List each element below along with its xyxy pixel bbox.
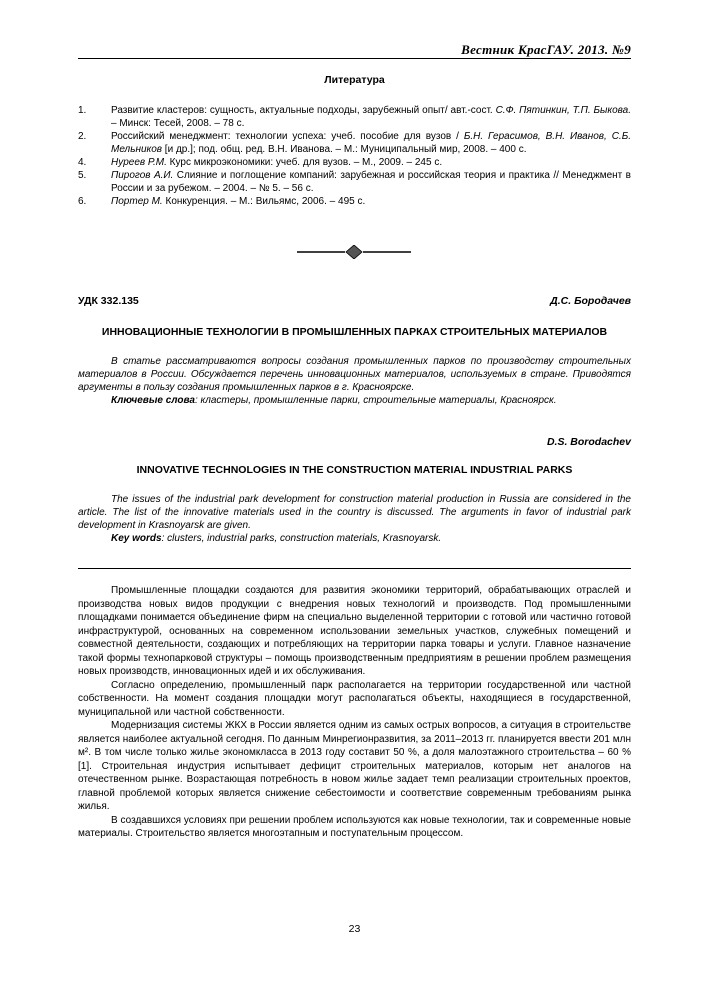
reference-item [78,156,631,169]
udk-code: УДК 332.135 [78,295,139,307]
udk-author-row [78,295,631,307]
reference-item [78,130,631,156]
reference-item [78,169,631,195]
reference-text: Развитие кластеров: сущность, актуальные подходы, зарубежный опыт/ авт.-сост. С.Ф. Пятинкин, Т.П. Быкова. – Минск: Тесей, 2008. – 78 с. [111,105,631,129]
abstract-en [78,493,631,545]
article-title-en: INNOVATIVE TECHNOLOGIES IN THE CONSTRUCTION MATERIAL INDUSTRIAL PARKS [136,464,573,476]
reference-item [78,195,631,208]
reference-item [78,104,631,130]
reference-number: 2. [78,131,87,142]
reference-number: 1. [78,105,87,116]
article-title-ru: ИННОВАЦИОННЫЕ ТЕХНОЛОГИИ В ПРОМЫШЛЕННЫХ ПАРКАХ СТРОИТЕЛЬНЫХ МАТЕРИАЛОВ [101,326,608,338]
header-rule [78,58,631,59]
reference-text: Российский менеджмент: технологии успеха: учеб. пособие для вузов / Б.Н. Герасимов, В.Н. Иванов, С.Б. Мельников [и др.]; под. общ. ред. В.Н. Иванова. – М.: Муниципальный мир, 2008. – 400 с. [111,131,631,155]
diamond-ornament-icon [297,245,411,259]
reference-number: 5. [78,170,87,181]
body-paragraph: Модернизация системы ЖКХ в России является одним из самых острых вопросов, а ситуация в строительстве является наиболее актуальной сегодня. По данным Минрегионразвития, за 2011–2013 гг. планируется ввести 201 млн м². В том числе только жилье экономкласса в 2013 году составит 50 %, а доля малоэтажного строительства – 60 % [1]. Строительная индустрия испытывает дефицит строительных материалов, которым нет аналогов на отечественном рынке. Возрастающая потребность в новом жилье задает темп реализации строительных проектов, главной проблемой которых является снижение себестоимости и соответствие современным требованиям рынка жилья. [78,720,631,812]
abstract-en-text: The issues of the industrial park development for construction material production in Russia are considered in the article. The list of the innovative materials used in the country is discussed. The arguments in favor of industrial park development in Krasnoyarsk are given. [78,494,631,531]
section-divider [78,568,631,569]
abstract-ru-text: В статье рассматриваются вопросы создания промышленных парков по производству строительных материалов в России. Обсуждается перечень инновационных материалов, используемых в стране. Приводятся аргументы в пользу создания промышленных парков в г. Красноярске. [78,356,631,393]
reference-number: 6. [78,196,87,207]
reference-text: Пирогов А.И. Слияние и поглощение компаний: зарубежная и российская теория и практика // Менеджмент в России и за рубежом. – 2004. – № 5. – 56 с. [111,170,631,194]
reference-number: 4. [78,157,87,168]
keywords-en: Key words: clusters, industrial parks, construction materials, Krasnoyarsk. [111,533,442,544]
reference-text: Нуреев Р.М. Курс микроэкономики: учеб. для вузов. – М., 2009. – 245 с. [111,157,443,168]
article-body [78,584,631,841]
body-paragraph: Промышленные площадки создаются для развития экономики территорий, обрабатывающих отраслей и производства новых видов продукции с внедрения новых технологий и производств. Под промышленными площадками понимается объединение фирм на специально выделенной территории с готовой или частично готовой инфраструктурой, основанных на современном использовании земельных участков, служебных помещений и совместной деятельности, создающих и потребляющих на территории парка товары и услуги. Главное назначение такой формы технопарковой структуры – помощь производственным предприятиям в решении проблем размещения новых производств, инновационных идей и их обслуживания. [78,585,631,677]
abstract-ru [78,355,631,407]
body-paragraph: В создавшихся условиях при решении проблем используются как новые технологии, так и современные новые материалы. Строительство является многоэтапным и поступательным процессом. [78,814,631,839]
reference-text: Портер М. Конкуренция. – М.: Вильямс, 2006. – 495 с. [111,196,366,207]
body-paragraph: Согласно определению, промышленный парк располагается на территории государственной или частной собственности. На момент создания площадки могут располагаться объекты, находящиеся в государственной, муниципальной или частной собственности. [78,679,631,718]
references-heading: Литература [324,74,385,86]
keywords-ru: Ключевые слова: кластеры, промышленные парки, строительные материалы, Красноярск. [111,395,557,406]
author-en: D.S. Borodachev [546,436,631,448]
author-ru: Д.С. Бородачев [550,295,631,307]
references-list [78,104,631,208]
page-number: 23 [348,923,361,935]
journal-header: Вестник КрасГАУ. 2013. №9 [461,42,631,57]
